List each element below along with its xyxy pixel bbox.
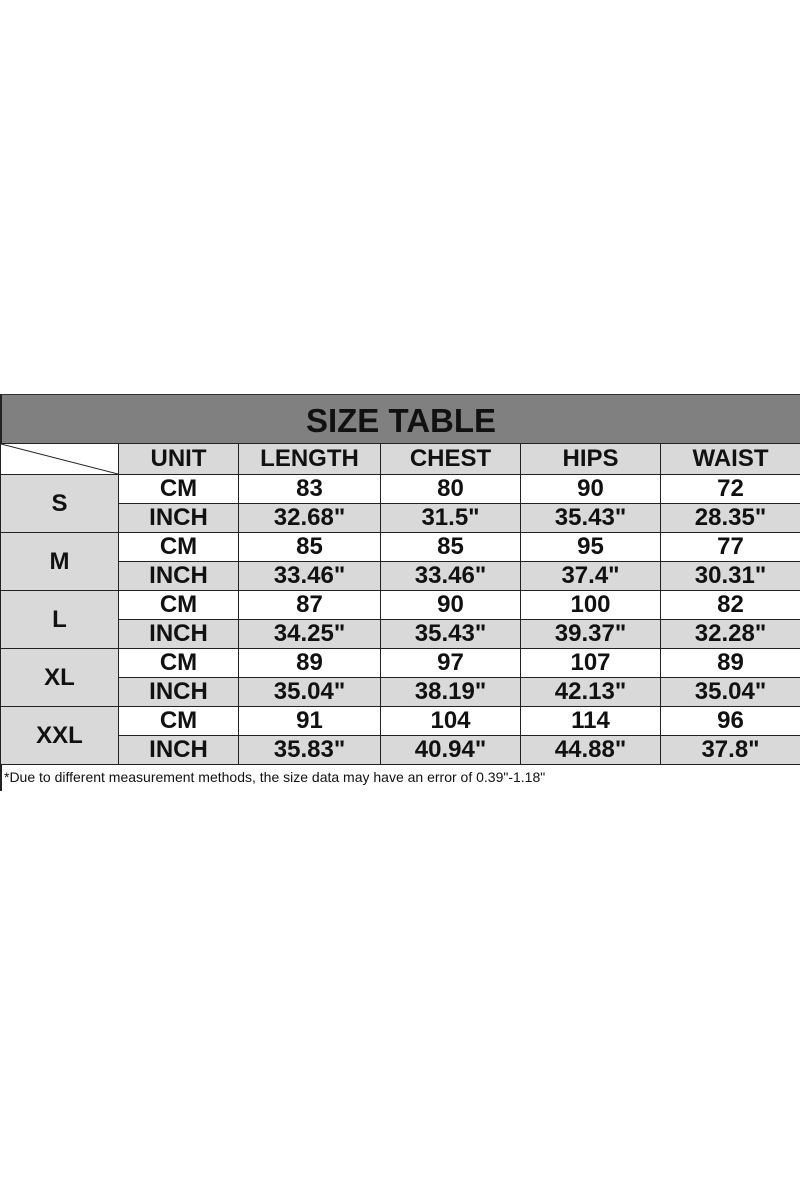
value-cell: 107 [521, 649, 661, 678]
size-label: L [1, 591, 119, 649]
value-cell: 80 [381, 475, 521, 504]
size-label: XXL [1, 707, 119, 765]
table-row [1, 533, 800, 562]
value-cell: 97 [381, 649, 521, 678]
value-cell: 37.8" [661, 736, 800, 765]
header-row [1, 444, 800, 475]
value-cell: 34.25" [239, 620, 381, 649]
value-cell: 40.94" [381, 736, 521, 765]
unit-cell: INCH [119, 504, 239, 533]
size-label: S [1, 475, 119, 533]
value-cell: 32.28" [661, 620, 800, 649]
column-header-length: LENGTH [239, 444, 381, 475]
unit-cell: CM [119, 475, 239, 504]
unit-cell: INCH [119, 736, 239, 765]
value-cell: 82 [661, 591, 800, 620]
column-header-waist: WAIST [661, 444, 800, 475]
value-cell: 77 [661, 533, 800, 562]
value-cell: 83 [239, 475, 381, 504]
value-cell: 39.37" [521, 620, 661, 649]
diagonal-corner-cell [1, 444, 119, 475]
table-row [1, 591, 800, 620]
value-cell: 35.43" [521, 504, 661, 533]
column-header-unit: UNIT [119, 444, 239, 475]
unit-cell: INCH [119, 562, 239, 591]
value-cell: 85 [381, 533, 521, 562]
value-cell: 91 [239, 707, 381, 736]
value-cell: 33.46" [239, 562, 381, 591]
value-cell: 104 [381, 707, 521, 736]
size-label: XL [1, 649, 119, 707]
value-cell: 89 [239, 649, 381, 678]
unit-cell: CM [119, 649, 239, 678]
value-cell: 42.13" [521, 678, 661, 707]
column-header-chest: CHEST [381, 444, 521, 475]
table-row [1, 649, 800, 678]
value-cell: 35.04" [239, 678, 381, 707]
table-row [1, 504, 800, 533]
value-cell: 31.5" [381, 504, 521, 533]
value-cell: 37.4" [521, 562, 661, 591]
column-header-hips: HIPS [521, 444, 661, 475]
size-label: M [1, 533, 119, 591]
unit-cell: CM [119, 591, 239, 620]
value-cell: 96 [661, 707, 800, 736]
value-cell: 35.04" [661, 678, 800, 707]
value-cell: 87 [239, 591, 381, 620]
value-cell: 32.68" [239, 504, 381, 533]
size-table [0, 443, 800, 765]
table-row [1, 562, 800, 591]
table-title: SIZE TABLE [0, 394, 800, 443]
value-cell: 33.46" [381, 562, 521, 591]
value-cell: 28.35" [661, 504, 800, 533]
value-cell: 44.88" [521, 736, 661, 765]
table-row [1, 736, 800, 765]
table-row [1, 620, 800, 649]
table-row [1, 475, 800, 504]
value-cell: 100 [521, 591, 661, 620]
value-cell: 85 [239, 533, 381, 562]
value-cell: 72 [661, 475, 800, 504]
value-cell: 89 [661, 649, 800, 678]
unit-cell: INCH [119, 620, 239, 649]
measurement-note: *Due to different measurement methods, the size data may have an error of 0.39"-1.18" [0, 765, 800, 791]
value-cell: 95 [521, 533, 661, 562]
value-cell: 38.19" [381, 678, 521, 707]
table-row [1, 707, 800, 736]
table-row [1, 678, 800, 707]
value-cell: 90 [521, 475, 661, 504]
value-cell: 90 [381, 591, 521, 620]
unit-cell: CM [119, 707, 239, 736]
unit-cell: CM [119, 533, 239, 562]
value-cell: 114 [521, 707, 661, 736]
size-chart [0, 394, 800, 791]
value-cell: 35.43" [381, 620, 521, 649]
value-cell: 30.31" [661, 562, 800, 591]
value-cell: 35.83" [239, 736, 381, 765]
unit-cell: INCH [119, 678, 239, 707]
